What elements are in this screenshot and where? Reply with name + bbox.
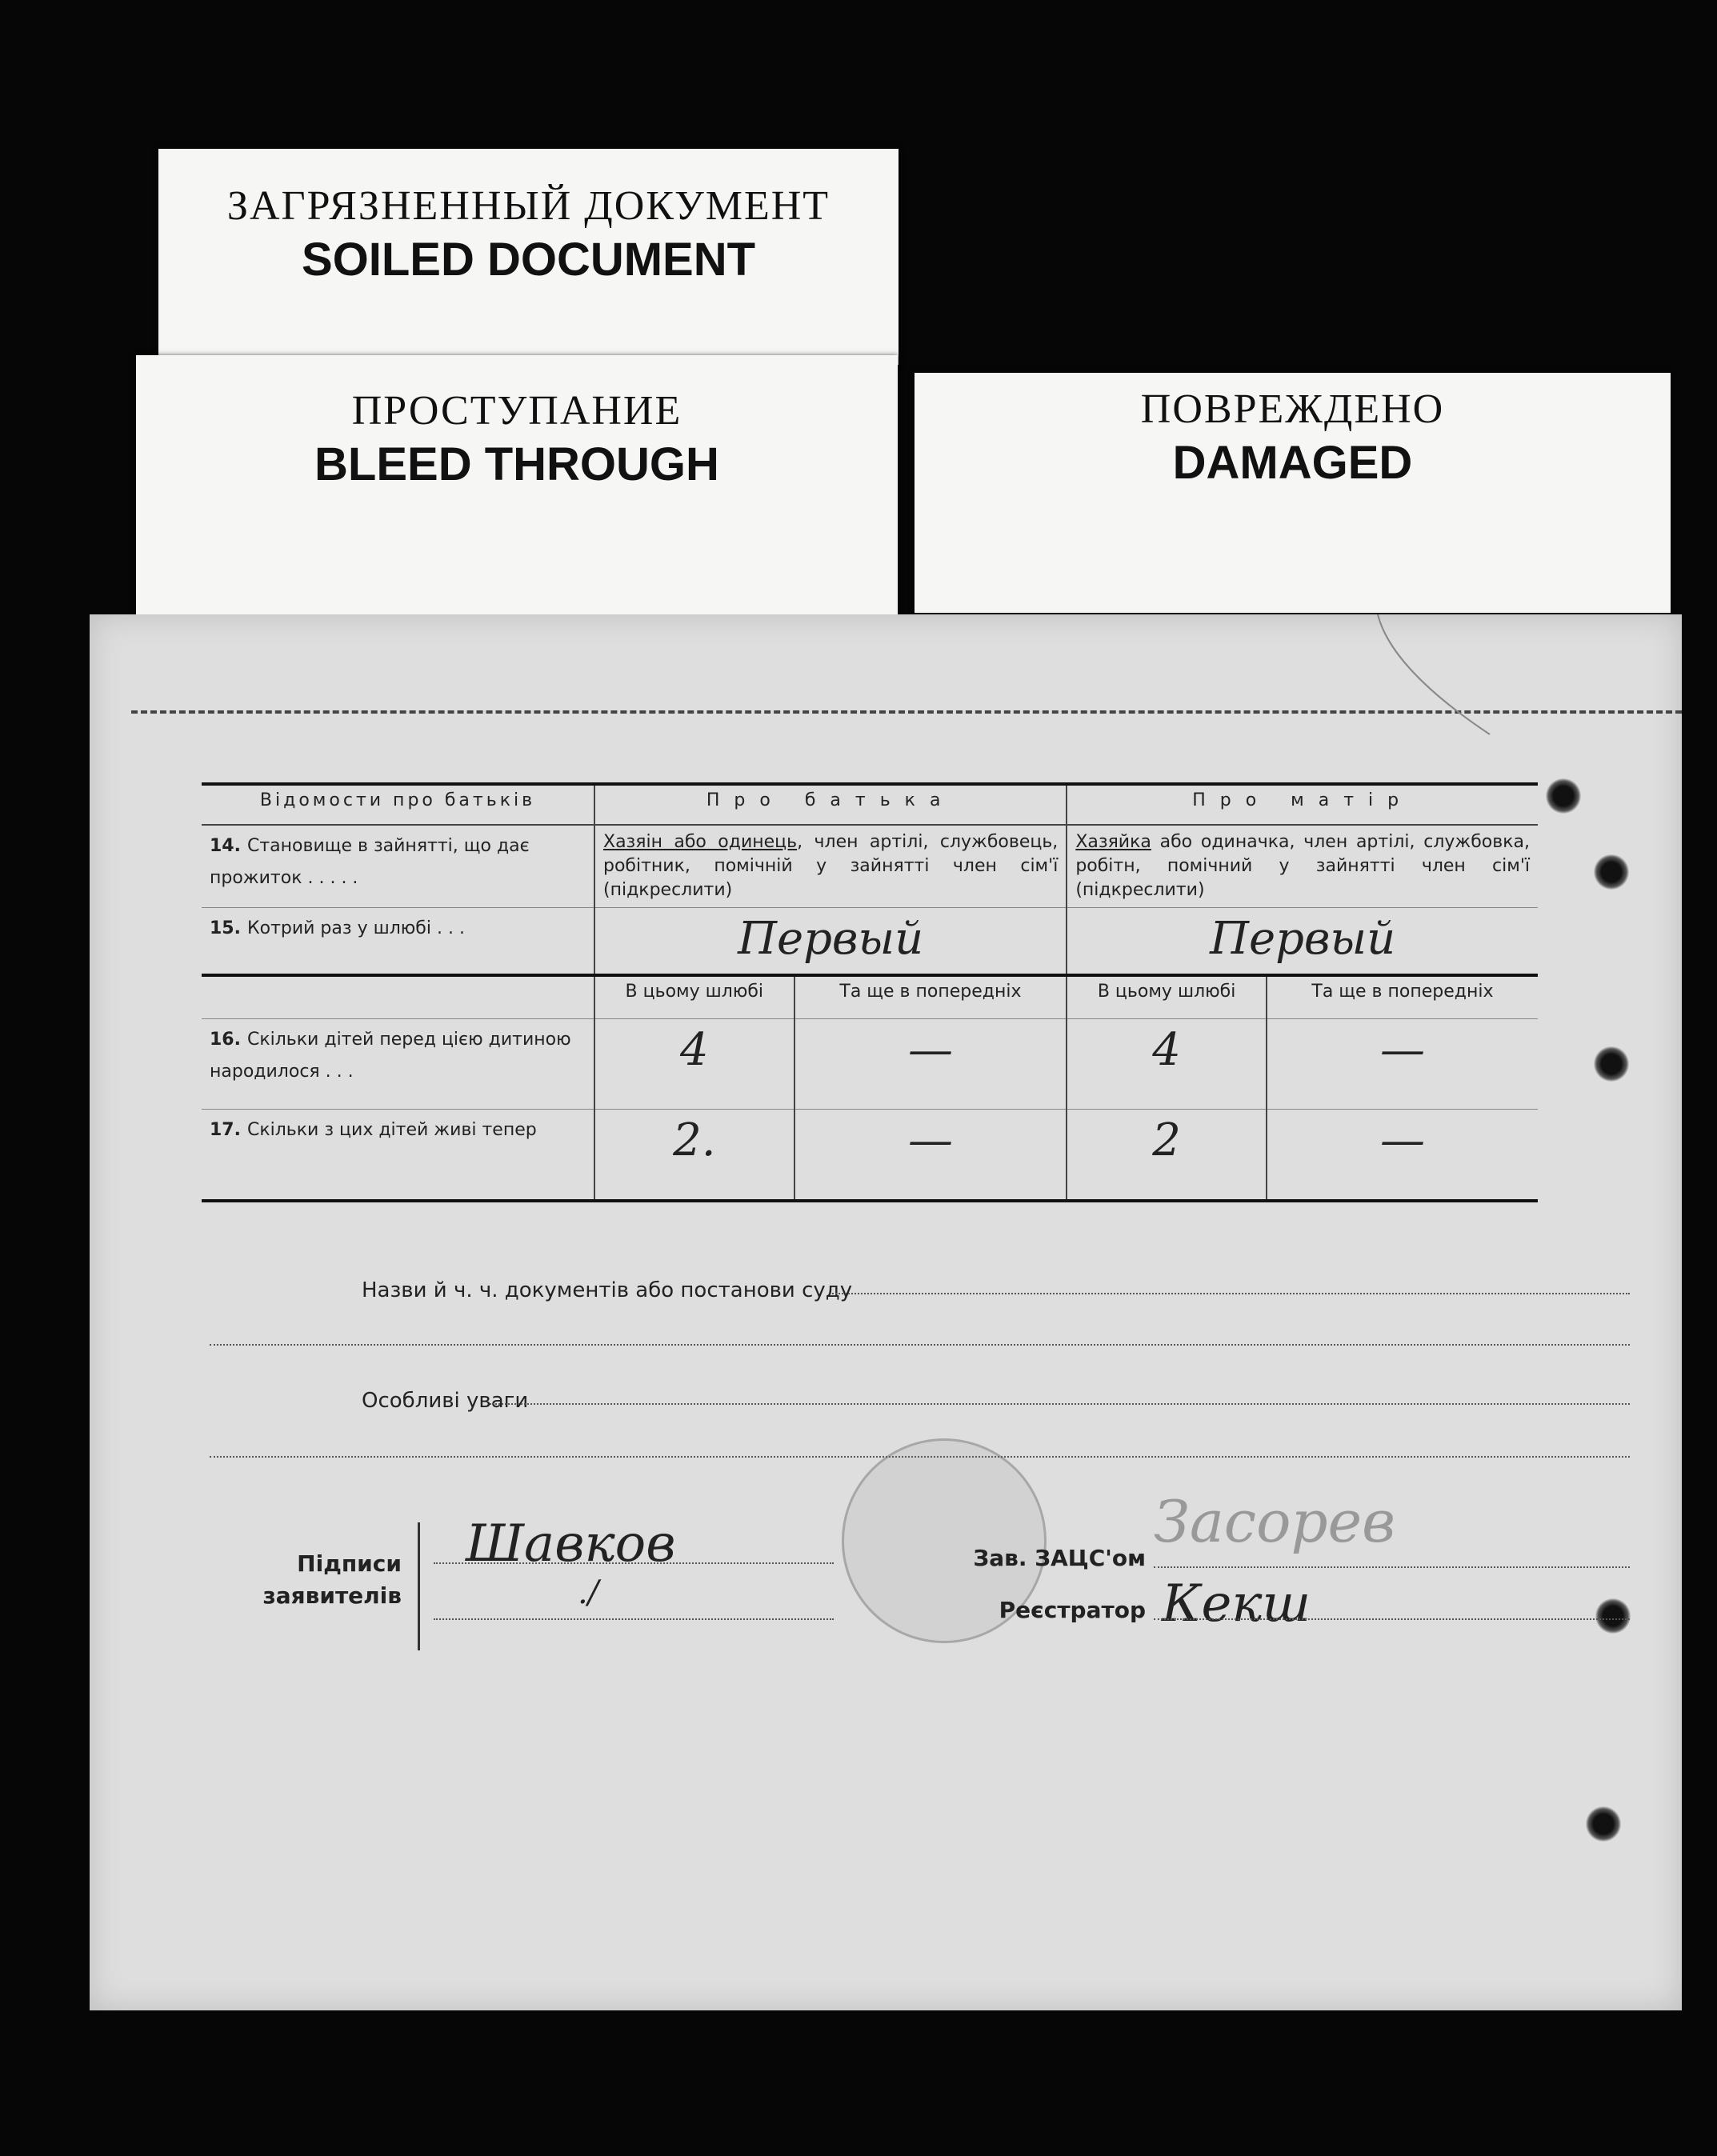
row-17-father-current: 2. <box>594 1110 794 1202</box>
row-17-label: 17. Скільки з цих дітей живі тепер <box>210 1120 537 1140</box>
soiled-label-en: SOILED DOCUMENT <box>301 234 756 286</box>
damaged-label-en: DAMAGED <box>1172 437 1413 489</box>
punch-hole <box>1586 1806 1621 1842</box>
punch-hole <box>1594 854 1629 890</box>
documents-dotted-line-2 <box>210 1344 1630 1346</box>
row-15-label: 15. Котрий раз у шлюбі . . . <box>210 918 465 938</box>
children-subheader-row <box>202 975 1538 1019</box>
row-14-label: 14. Становище в зайнятті, що дає прожиток . . . . . <box>210 836 530 888</box>
registration-form-page <box>90 614 1682 2010</box>
row-17-mother-current: 2 <box>1067 1110 1267 1202</box>
row-15-mother-value: Первый <box>1067 908 1538 976</box>
subheader-father-current: В цьому шлюбі <box>594 975 794 1019</box>
damaged-card <box>915 373 1671 613</box>
applicant-dotted-line <box>434 1562 834 1564</box>
registrar-dotted-line <box>1154 1618 1630 1620</box>
row-16-mother-prev: — <box>1267 1019 1538 1110</box>
punch-hole <box>1546 778 1581 814</box>
row-16 <box>202 1019 1538 1110</box>
head-dotted-line <box>1154 1566 1630 1568</box>
punch-hole <box>1595 1598 1631 1634</box>
crease-mark <box>1370 614 1530 742</box>
bleed-label-en: BLEED THROUGH <box>314 438 719 490</box>
notes-dotted-line <box>490 1403 1630 1405</box>
header-mother: Про матір <box>1067 784 1538 825</box>
documents-dotted-line <box>830 1293 1630 1294</box>
notes-label: Особливі уваги <box>362 1389 529 1413</box>
row-16-mother-current: 4 <box>1067 1019 1267 1110</box>
zags-head-label: Зав. ЗАЦС'ом <box>973 1545 1146 1571</box>
applicant-dotted-line-2 <box>434 1618 834 1620</box>
subheader-father-prev: Та ще в попередніх <box>794 975 1067 1019</box>
row-16-father-current: 4 <box>594 1019 794 1110</box>
row-17-father-prev: — <box>794 1110 1067 1202</box>
row-16-father-prev: — <box>794 1019 1067 1110</box>
soiled-document-card <box>158 149 899 365</box>
bleed-label-ru: ПРОСТУПАНИЕ <box>351 388 682 434</box>
row-17-mother-prev: — <box>1267 1110 1538 1202</box>
header-parents-info: Відомости про батьків <box>259 790 536 810</box>
row-14-father-options: Хазяін або одинець, член артілі, службовець, робітник, помічній у зайнятті член сім'ї (підкреслити) <box>594 825 1067 908</box>
notes-line <box>210 1389 1634 1413</box>
applicant-signature-2: ./ <box>578 1574 599 1611</box>
applicants-signature-label: Підписи заявителів <box>262 1550 402 1609</box>
subheader-mother-current: В цьому шлюбі <box>1067 975 1267 1019</box>
punch-hole <box>1594 1046 1629 1082</box>
bleed-through-card <box>136 355 898 619</box>
row-15 <box>202 908 1538 976</box>
row-16-label: 16. Скільки дітей перед цією дитиною народилося . . . <box>202 1019 594 1110</box>
header-father: Про батька <box>594 784 1067 825</box>
soiled-label-ru: ЗАГРЯЗНЕННЫЙ ДОКУМЕНТ <box>226 183 830 229</box>
row-14 <box>202 825 1538 908</box>
zags-head-signature: Засорев <box>1154 1488 1396 1555</box>
registrar-signature: Кекш <box>1162 1574 1311 1634</box>
row-14-mother-options: Хазяйка або одиначка, член артілі, службовка, робітн, помічний у зайнятті член сім'ї (підкреслити) <box>1067 825 1538 908</box>
applicant-signature: Шавков <box>466 1514 676 1574</box>
registrar-label: Реєстратор <box>999 1597 1146 1623</box>
documents-label: Назви й ч. ч. документів або постанови суду <box>362 1278 853 1302</box>
row-15-father-value: Первый <box>594 908 1067 976</box>
signature-bracket <box>418 1522 428 1650</box>
subheader-mother-prev: Та ще в попередніх <box>1267 975 1538 1019</box>
parents-info-table <box>202 782 1538 1202</box>
damaged-label-ru: ПОВРЕЖДЕНО <box>1140 386 1445 432</box>
row-17 <box>202 1110 1538 1202</box>
documents-line <box>210 1278 1634 1302</box>
